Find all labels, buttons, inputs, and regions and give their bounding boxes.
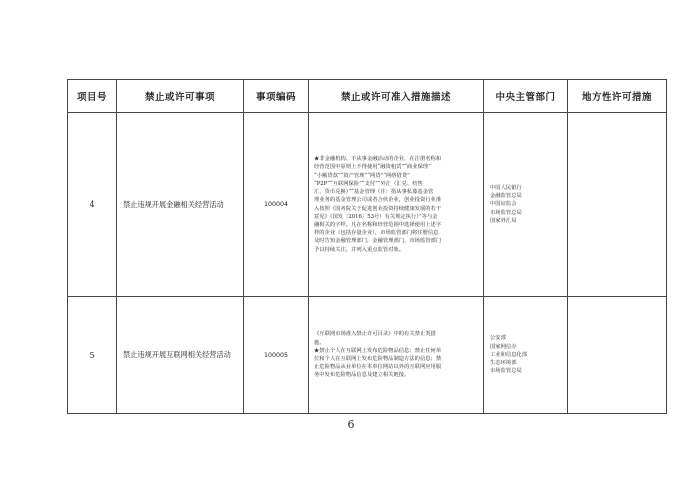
header-central-department: 中央主管部门 [484,80,568,113]
description-line: 务中发布危险物品信息及建立相关链接。 [314,372,410,379]
description-line: ★非金融机构、不从事金融活动的企业，在注册名称和 [314,156,442,163]
row-departments [484,297,568,414]
description-line: 意见》（国发〔2016〕53号）有关规定执行）”等与金 [314,213,438,220]
description-line: 《互联网市场准入禁止许可目录》中的有关禁止类措 [314,331,436,338]
description-line: “小额贷款”“资产管理”“网贷”“网络借贷” [314,172,410,179]
description-line: 样的企业（包括存量企业），市场监管部门将注册信息 [314,230,439,237]
row-item: 禁止违规开展互联网相关经营活动 [117,297,244,414]
description-line: 汇、货币兑换）”“基金管理（注：指从事私募基金管 [314,189,434,196]
row-item: 禁止违规开展金融相关经营活动 [117,113,244,297]
page-number: 6 [347,418,355,431]
row-code: 100005 [244,297,309,414]
description-line: 融相关的字样。凡在名称和经营范围中选择使用上述字 [314,221,442,228]
department-name: 中国证监会 [490,201,517,208]
description-line: 施。 [314,339,325,346]
table-row [68,113,667,297]
description-line: 止危险物品从业单位在本单位网站以外的互联网应用服 [314,364,442,371]
row-number: 5 [68,297,117,414]
description-line: 经营范围中原则上不得使用“融资租赁”“商业保理” [314,164,431,171]
market-access-table [67,79,667,414]
department-name: 中国人民银行 [490,184,522,191]
description-line: 理业务的基金管理公司或者合伙企业，创业投资行业准 [314,197,442,204]
header-item-code: 事项编码 [244,80,309,113]
description-line: “P2P”“互联网保险”“支付”“外汇（汇兑、结售 [314,180,423,187]
department-name: 公安部 [490,335,506,342]
department-name: 工业和信息化部 [490,351,528,358]
header-local-measures: 地方性许可措施 [568,80,667,113]
description-line: 位和个人在互联网上发布危险物品制造方法的信息；禁 [314,356,442,362]
row-description [309,297,484,414]
row-local-measures [568,297,667,414]
table-header-row [68,80,667,113]
row-departments [484,113,568,297]
row-local-measures [568,113,667,297]
department-name: 金融监管总局 [490,193,522,200]
description-line: ★禁止个人在互联网上发布危险物品信息；禁止任何单 [314,347,442,354]
row-description [309,113,484,297]
description-line: 予以持续关注，并列入重点监管对象。 [314,246,405,253]
department-name: 国家网信办 [490,343,517,350]
header-item-name: 禁止或许可事项 [117,80,244,113]
header-measure-description: 禁止或许可准入措施描述 [309,80,484,113]
department-name: 市场监管总局 [490,209,522,216]
row-number: 4 [68,113,117,297]
header-item-number: 项目号 [68,80,117,113]
table-row [68,297,667,414]
description-line: 及时告知金融管理部门，金融管理部门、市场监管部门 [314,238,442,245]
description-line: 入按照《国务院关于促进创业投资持续健康发展的若干 [314,205,442,212]
department-name: 市场监管总局 [490,368,522,375]
row-code: 100004 [244,113,309,297]
department-name: 国家外汇局 [490,217,517,224]
department-name: 生态环境部 [490,360,517,367]
